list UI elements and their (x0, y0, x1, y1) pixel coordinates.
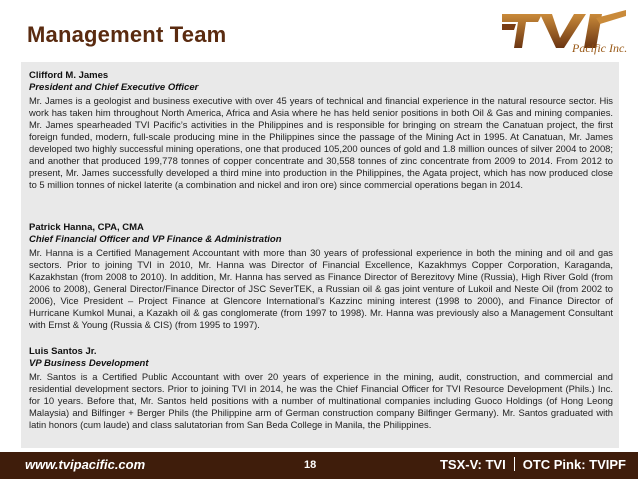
ticker-symbols (440, 457, 626, 472)
member-bio: Mr. Hanna is a Certified Management Accountant with more than 30 years of professional experience in both the mining and oil and gas sectors. Prior to joining TVI in 2010, Mr. Hanna was Director of Financial Excellence, Kazakhmys Copper Corporation, Karaganda, Kazakhstan (from 2008 to 2010). In addition, Mr. Hanna has served as Finance Director of Berezitovy Mine (Russia), High River Gold (from 2006 to 2008), General Director/Finance Director of JSC SeverTEK, a Russian oil & gas joint venture of Lukoil and Neste Oil (from 2002 to 2006), Vice President – Project Finance at Glencore International’s Kazzinc mining interest (1998 to 2000), and Finance Director of Hurricane Kumkol Munai, a Kazakh oil & gas conglomerate (from 1997 to 1998). Mr. Hanna was previously also a Management Consultant with Ernst & Young (Russia & CIS) (from 1995 to 1997). (29, 247, 613, 330)
member-bio: Mr. James is a geologist and business executive with over 45 years of technical and financial experience in the natural resource sector. His work has taken him throughout North America, Africa and Asia where he has held senior positions in both Oil & Gas and mining companies. Mr. James spearheaded TVI Pacific’s activities in the Philippines and is responsible for bringing on stream the Canatuan project, the first foreign funded, modern, full-scale producing mine in the Philippines since the passage of the Mining Act in 1995. At Canatuan, Mr. James developed two highly successful mining operations, one that produced 105,200 ounces of gold and 1.8 million ounces of silver 2004 to 2008; and another that produced 199,778 tonnes of copper concentrate and 30,558 tonnes of zinc concentrate from 2009 to 2014. From 2012 to present, Mr. James successfully developed a third mine into production in the Philippines, the Agata project, which has now produced close to 5 million tonnes of nickel laterite (a combination and nickel and iron ore) since commercial operations began in 2014. (29, 95, 613, 190)
logo-subtitle: Pacific Inc. (572, 41, 628, 55)
otc-ticker: OTC Pink: TVIPF (522, 457, 626, 472)
member-role: Chief Financial Officer and VP Finance & Administration (29, 234, 282, 245)
tsx-ticker: TSX-V: TVI (439, 457, 506, 472)
website-link[interactable]: www.tvipacific.com (25, 457, 146, 472)
team-member-hanna (29, 222, 613, 331)
slide-header (0, 0, 638, 62)
team-member-santos (29, 346, 613, 431)
member-name: Patrick Hanna, CPA, CMA (29, 222, 144, 233)
team-member-james (29, 70, 613, 191)
slide-footer (0, 452, 638, 479)
page-title: Management Team (27, 22, 227, 47)
team-panel (21, 62, 619, 448)
member-bio: Mr. Santos is a Certified Public Accountant with over 20 years of experience in the mining, audit, construction, and commercial and residential development sectors. Prior to joining TVI in 2014, he was the Chief Financial Officer for TVI Resource Development (Phils.) Inc. for 10 years. Before that, Mr. Santos held positions with a number of multinational companies including Guoco Holdings (of Hong Leong Malaysia) and Bilfinger + Berger Phils (the Philippine arm of German construction company Bilfinger Germany). Mr. Santos graduated with latin honors (cum laude) and class salutatorian from San Beda College in Manila, the Philippines. (29, 371, 613, 430)
member-name: Luis Santos Jr. (29, 346, 97, 357)
member-role: President and Chief Executive Officer (29, 82, 199, 93)
member-name: Clifford M. James (29, 70, 109, 81)
divider (514, 457, 515, 471)
member-role: VP Business Development (29, 358, 149, 369)
page-number: 18 (304, 459, 317, 471)
